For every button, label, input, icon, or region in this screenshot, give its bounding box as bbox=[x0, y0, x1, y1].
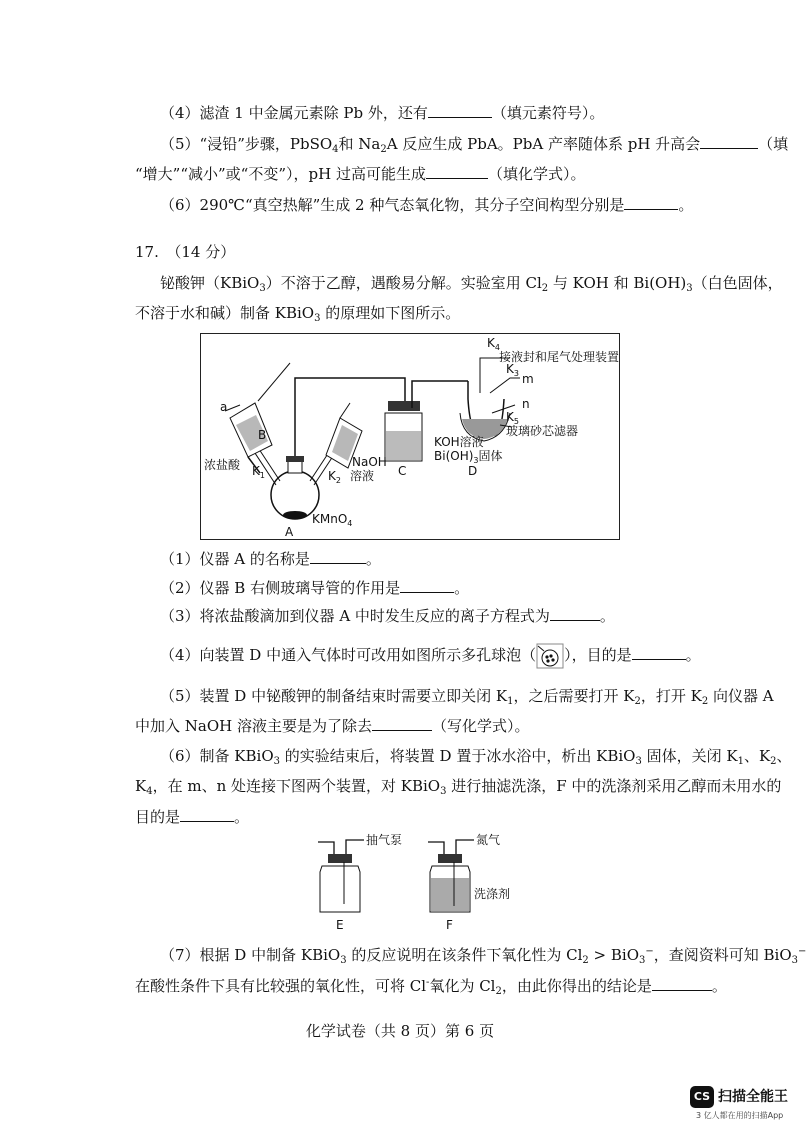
label-c: C bbox=[398, 464, 407, 478]
s1-line: （1）仪器 A 的名称是 。 bbox=[160, 547, 381, 570]
label-pump: 抽气泵 bbox=[366, 833, 403, 847]
answer-blank[interactable] bbox=[372, 714, 432, 731]
answer-blank[interactable] bbox=[624, 193, 678, 210]
answer-blank[interactable] bbox=[428, 101, 492, 118]
label-filter: 玻璃砂芯滤器 bbox=[506, 424, 579, 438]
s6-line-3: 目的是 。 bbox=[135, 805, 249, 828]
label-wash-agent: 洗涤剂 bbox=[474, 887, 511, 901]
s7-line-2: 在酸性条件下具有比较强的氧化性，可将 Cl-氧化为 $Cl_2$，由此你得出的结论是 。 bbox=[135, 972, 727, 1003]
filtration-figure bbox=[300, 832, 530, 932]
q4-line: （4）滤渣 1 中金属元素除 Pb 外，还有 （填元素符号）。 bbox=[160, 101, 604, 124]
answer-blank[interactable] bbox=[550, 604, 600, 621]
answer-blank[interactable] bbox=[632, 643, 686, 660]
answer-blank[interactable] bbox=[310, 547, 366, 564]
answer-blank[interactable] bbox=[426, 162, 488, 179]
bottle-e bbox=[318, 840, 364, 912]
label-bioh3: $Bi(OH)_3$固体 bbox=[434, 449, 503, 465]
label-k4: $K_4$ bbox=[487, 336, 500, 352]
label-d: D bbox=[468, 464, 478, 478]
label-hcl: 浓盐酸 bbox=[204, 458, 241, 472]
answer-blank[interactable] bbox=[652, 974, 712, 991]
answer-blank[interactable] bbox=[400, 576, 454, 593]
label-b: B bbox=[258, 428, 267, 442]
answer-blank[interactable] bbox=[700, 132, 758, 149]
brand-slogan: 3 亿人都在用的扫描App bbox=[696, 1111, 784, 1120]
q6-line: （6）290℃“真空热解”生成 2 种气态氧化物，其分子空间构型分别是 。 bbox=[160, 193, 693, 216]
label-koh: KOH溶液 bbox=[434, 435, 484, 449]
label-k1: $K_1$ bbox=[252, 464, 265, 480]
label-n: n bbox=[522, 397, 530, 411]
label-naoh: NaOH bbox=[352, 455, 387, 469]
s2-line: （2）仪器 B 右侧玻璃导管的作用是 。 bbox=[160, 576, 469, 599]
label-kmno4: KMnO$_4$ bbox=[312, 512, 353, 528]
q17-intro-2: 不溶于水和碱）制备 KBiO$_3$ 的原理如下图所示。 bbox=[135, 304, 461, 324]
s6-line-2: $K_4$，在 m、n 处连接下图两个装置，对 KBiO$_3$ 进行抽滤洗涤，F 中的洗涤剂采用乙醇而未用水的 bbox=[135, 777, 782, 797]
question-17-header: 17. （14 分） bbox=[135, 243, 236, 261]
label-k3: $K_3$ bbox=[506, 362, 519, 378]
answer-blank[interactable] bbox=[180, 805, 234, 822]
s6-line-1: （6）制备 KBiO$_3$ 的实验结束后，将装置 D 置于冰水浴中，析出 KBiO$_3$ 固体，关闭 $K_1$、$K_2$、 bbox=[160, 747, 792, 767]
s7-line-1: （7）根据 D 中制备 KBiO$_3$ 的反应说明在该条件下氧化性为 $Cl_2 > BiO_3^-$，查阅资料可知 BiO$_3$− bbox=[160, 946, 806, 966]
label-k5: $K_5$ bbox=[506, 410, 519, 426]
s3-line: （3）将浓盐酸滴加到仪器 A 中时发生反应的离子方程式为 。 bbox=[160, 604, 615, 627]
label-naoh-solution: 溶液 bbox=[350, 469, 375, 483]
s4-line: （4）向装置 D 中通入气体时可改用如图所示多孔球泡（ ），目的是 。 bbox=[160, 643, 701, 669]
label-a: a bbox=[220, 400, 228, 414]
scanner-brand bbox=[690, 1082, 795, 1126]
apparatus-figure bbox=[200, 333, 620, 540]
brand-name: 扫描全能王 bbox=[718, 1089, 788, 1105]
label-nitrogen: 氮气 bbox=[476, 833, 501, 847]
q17-intro-1: 铋酸钾（KBiO$_3$）不溶于乙醇，遇酸易分解。实验室用 $Cl_2$ 与 KOH 和 $Bi(OH)_3$（白色固体， bbox=[160, 274, 783, 294]
label-e: E bbox=[336, 918, 344, 932]
label-m: m bbox=[522, 372, 534, 386]
page-footer: 化学试卷（共 8 页）第 6 页 bbox=[305, 1022, 495, 1040]
s5-line-1: （5）装置 D 中铋酸钾的制备结束时需要立即关闭 $K_1$，之后需要打开 $K_2$，打开 $K_2$ 向仪器 A bbox=[160, 687, 774, 707]
s5-line-2: 中加入 NaOH 溶液主要是为了除去 （写化学式）。 bbox=[135, 714, 530, 737]
q5-line-2: “增大”“减小”或“不变”），pH 过高可能生成 （填化学式）。 bbox=[135, 162, 585, 185]
camscanner-logo-icon: CS bbox=[690, 1086, 714, 1108]
label-flask-a: A bbox=[285, 525, 294, 539]
label-f: F bbox=[446, 918, 453, 932]
q5-line-1: （5）“浸铅”步骤，PbSO$_4$和 $Na_2A$ 反应生成 PbA。PbA 产率随体系 pH 升高会 （填 bbox=[160, 132, 788, 161]
label-seal: 接液封和尾气处理装置 bbox=[499, 350, 620, 364]
label-k2: $K_2$ bbox=[328, 469, 341, 485]
porous-ball-bubbler-icon bbox=[536, 643, 564, 669]
bottle-f bbox=[428, 840, 474, 912]
